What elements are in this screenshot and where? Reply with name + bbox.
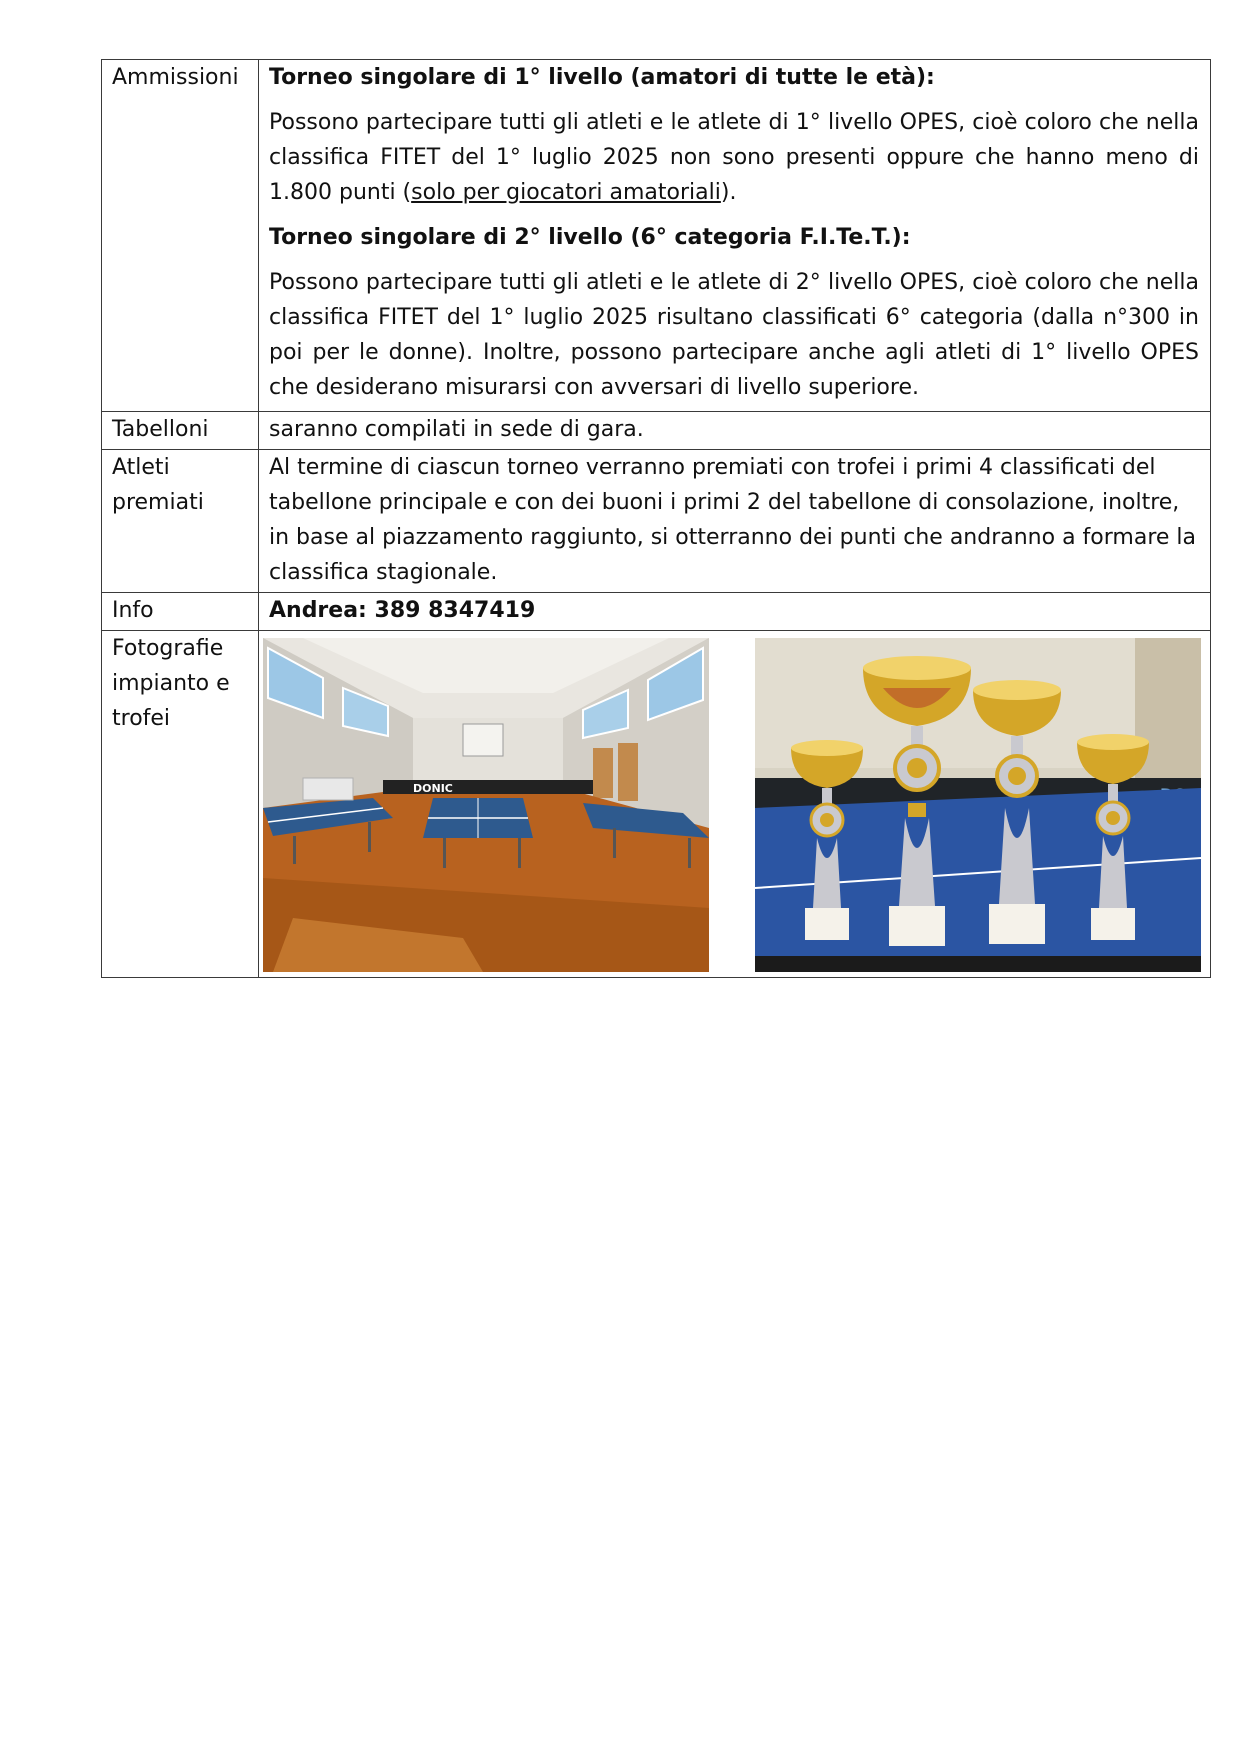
row-label-ammissioni: Ammissioni — [102, 60, 259, 412]
row-fotografie — [102, 631, 1211, 978]
section-body-livello-2: Possono partecipare tutti gli atleti e le atlete di 2° livello OPES, cioè coloro che nella classifica FITET del 1° luglio 2025 risultano classificati 6° categoria (dalla n°300 in poi per le donne). Inoltre, possono partecipare anche agli atleti di 1° livello OPES che desiderano misurarsi con avversari di livello superiore. — [269, 270, 1199, 400]
premiati-text: Al termine di ciascun torneo verranno premiati con trofei i primi 4 classificati del tabellone principale e con dei buoni i primi 2 del tabellone di consolazione, inoltre, in base al piazzamento raggiunto, si otterranno dei punti che andranno a formare la classifica stagionale. — [269, 455, 1197, 585]
barrier-text: DONIC — [413, 782, 453, 795]
trophies-photo — [755, 638, 1201, 972]
row-label-fotografie: Fotografie impianto e trofei — [102, 631, 259, 978]
row-content-fotografie — [259, 631, 1211, 978]
underlined-note: solo per giocatori amatoriali — [411, 180, 721, 205]
contact-phone: Andrea: 389 8347419 — [269, 598, 536, 623]
photo-row — [269, 631, 1199, 975]
section-title-livello-1: Torneo singolare di 1° livello (amatori di tutte le età): — [269, 65, 935, 90]
row-info — [102, 593, 1211, 631]
row-content-info — [259, 593, 1211, 631]
row-atleti-premiati — [102, 450, 1211, 593]
row-label-atleti-premiati: Atleti premiati — [102, 450, 259, 593]
tabelloni-text: saranno compilati in sede di gara. — [269, 417, 644, 442]
row-label-info: Info — [102, 593, 259, 631]
row-content-ammissioni — [259, 60, 1211, 412]
row-content-atleti-premiati — [259, 450, 1211, 593]
row-label-tabelloni: Tabelloni — [102, 412, 259, 450]
row-tabelloni — [102, 412, 1211, 450]
info-table — [101, 59, 1211, 978]
body-text-end: ). — [720, 180, 737, 205]
row-content-tabelloni — [259, 412, 1211, 450]
row-ammissioni — [102, 60, 1211, 412]
section-body-livello-1 — [269, 105, 1199, 210]
table-tennis-gym-photo — [263, 638, 709, 972]
section-title-livello-2: Torneo singolare di 2° livello (6° categoria F.I.Te.T.): — [269, 225, 911, 250]
body-text: Possono partecipare tutti gli atleti e le atlete di 1° livello OPES, cioè coloro che nella classifica FITET del 1° luglio 2025 non sono presenti oppure che hanno meno di 1.800 punti ( — [269, 110, 1199, 205]
